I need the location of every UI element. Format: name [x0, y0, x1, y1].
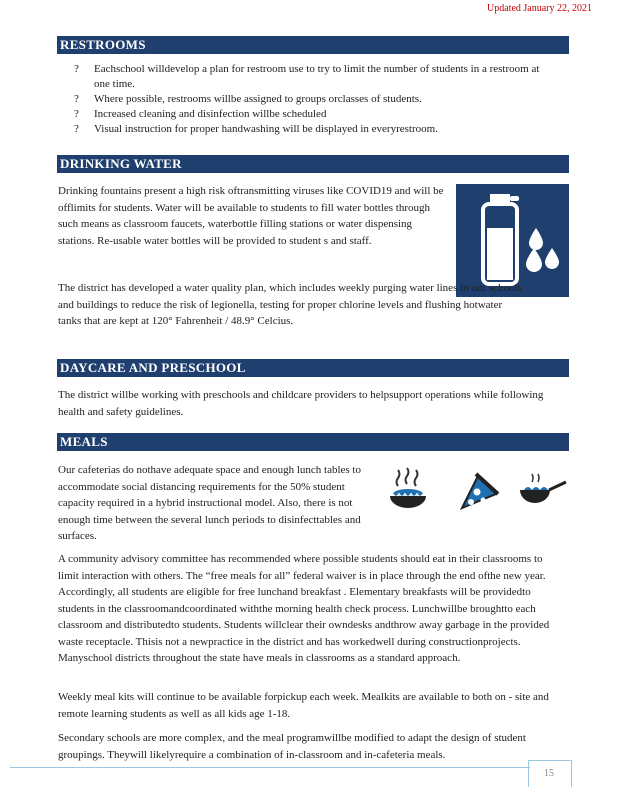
list-item-text: Eachschool willdevelop a plan for restroom use to try to limit the number of students in a restroom at one time.: [94, 63, 540, 90]
footer-rule: [10, 767, 530, 768]
list-item-text: Increased cleaning and disinfection willbe scheduled: [94, 108, 327, 120]
pizza-slice-icon: [456, 468, 500, 512]
section-header-meals: MEALS: [57, 433, 569, 451]
section-header-daycare: DAYCARE AND PRESCHOOL: [57, 359, 569, 377]
noodle-bowl-icon: [384, 466, 432, 512]
restrooms-list: [74, 62, 544, 137]
meals-paragraph-1: Our cafeterias do nothave adequate space and enough lunch tables to accommodate social distancing requirements for the 50% student capacity required in a hybrid instructional model. Also, there is not enough time between the several lunch periods to disinfecttables and surfaces.: [58, 464, 361, 542]
meals-paragraph-3: Weekly meal kits will continue to be available forpickup each week. Mealkits are available to both on - site and remote learning students as well as all kids age 1-18.: [58, 691, 549, 720]
bullet-marker: ?: [74, 93, 79, 105]
bullet-marker: ?: [74, 63, 79, 75]
meals-paragraph-4: Secondary schools are more complex, and the meal programwillbe modified to adapt the design of student groupings. Theywill likelyrequire a combination of in-classroom and in-cafeteria meals.: [58, 732, 526, 761]
bullet-marker: ?: [74, 108, 79, 120]
page-number: 15: [544, 768, 554, 779]
list-item: [74, 92, 544, 107]
updated-date: Updated January 22, 2021: [487, 3, 592, 14]
cooking-pan-icon: [516, 468, 568, 510]
meals-paragraph-2: A community advisory committee has recommended where possible students should eat in their classrooms to limit interaction with others. The “free meals for all” federal waiver is in place through the end ofthe new year. Accordingly, all students are eligible for free lunchand breakfast . Elementary breakfasts will be providedto students in the classroomandcoordinated withthe morning health check process. Lunchwillbe broughtto each classroom and distributedto students. Students willclear their owndesks andthrow away garbage in the provided waste receptacle. Thisis not a newpractice in the district and has workedwell during constructionprojects. Manyschool districts throughout the state have meals in classrooms as a standard approach.: [58, 553, 550, 664]
list-item: [74, 62, 544, 92]
drinking-water-paragraph-1: Drinking fountains present a high risk oftransmitting viruses like COVID19 and will be offlimits for students. Water will be available to students to fill water bottles through such means as classroom faucets, waterbottle filling stations or water dispensing stations. Re-usable water bottles will be provided to student s and staff.: [58, 185, 444, 247]
drinking-water-paragraph-2: The district has developed a water quality plan, which includes weekly purging water lines in our schools and buildings to reduce the risk of legionella, testing for proper chlorine levels and flushing hotwater tanks that are kept at 120° Fahrenheit / 48.9° Celcius.: [58, 282, 522, 327]
section-header-restrooms: RESTROOMS: [57, 36, 569, 54]
list-item-text: Visual instruction for proper handwashing will be displayed in everyrestroom.: [94, 123, 438, 135]
list-item-text: Where possible, restrooms willbe assigned to groups orclasses of students.: [94, 93, 422, 105]
daycare-paragraph: The district willbe working with preschools and childcare providers to helpsupport operations while following health and safety guidelines.: [58, 389, 544, 418]
list-item: [74, 107, 544, 122]
section-header-drinking-water: DRINKING WATER: [57, 155, 569, 173]
list-item: [74, 122, 544, 137]
bullet-marker: ?: [74, 123, 79, 135]
